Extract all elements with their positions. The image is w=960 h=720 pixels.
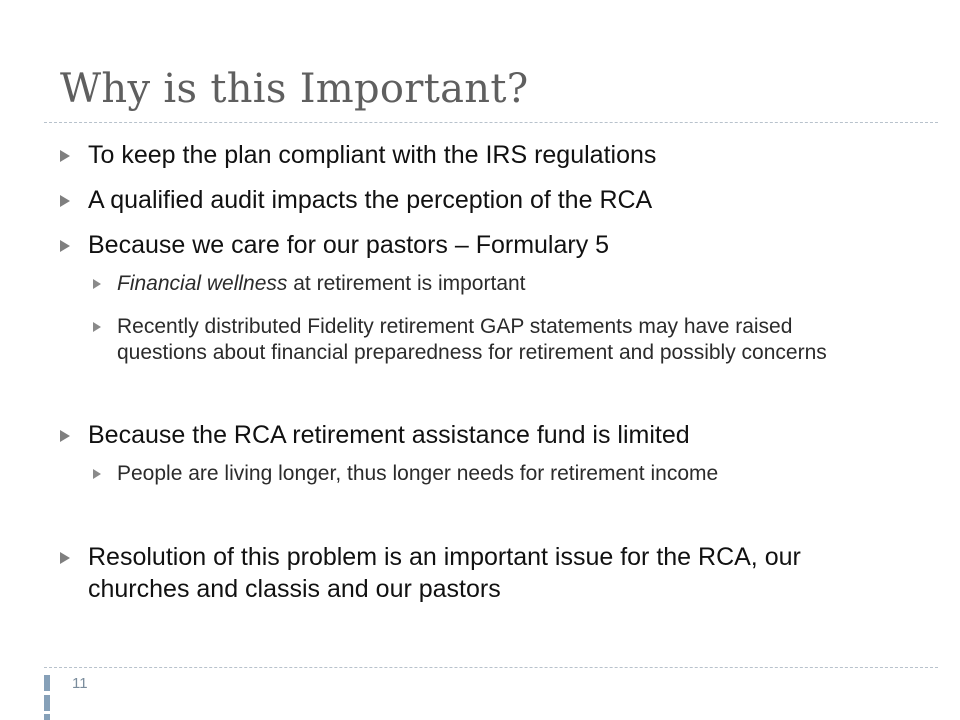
sub-bullet-text: Recently distributed Fidelity retirement GAP statements may have raised questions about financial preparedness for retirement and possibly concerns xyxy=(117,315,827,364)
sub-bullet-text: at retirement is important xyxy=(287,272,526,295)
bullet-item xyxy=(88,419,888,451)
bullet-item xyxy=(88,184,888,216)
triangle-bullet-icon xyxy=(93,469,101,479)
sub-bullet-item xyxy=(117,461,857,487)
title-divider xyxy=(44,122,938,123)
bullet-text: A qualified audit impacts the perception of the RCA xyxy=(88,186,653,214)
footer-accent-bar xyxy=(44,714,50,720)
footer-divider xyxy=(44,667,938,668)
sub-bullet-text: People are living longer, thus longer needs for retirement income xyxy=(117,462,719,485)
bullet-item xyxy=(88,541,888,605)
bullet-item xyxy=(88,229,888,261)
sub-bullet-item xyxy=(117,271,857,297)
triangle-bullet-icon xyxy=(93,322,101,332)
bullet-text: Because we care for our pastors – Formulary 5 xyxy=(88,231,610,259)
footer-accent-bar xyxy=(44,675,50,691)
triangle-bullet-icon xyxy=(93,279,101,289)
footer-accent-bar xyxy=(44,695,50,711)
slide-title: Why is this Important? xyxy=(60,66,529,112)
bullet-text: To keep the plan compliant with the IRS regulations xyxy=(88,141,657,169)
triangle-bullet-icon xyxy=(60,430,70,442)
triangle-bullet-icon xyxy=(60,195,70,207)
bullet-text: Because the RCA retirement assistance fund is limited xyxy=(88,421,690,449)
triangle-bullet-icon xyxy=(60,150,70,162)
triangle-bullet-icon xyxy=(60,240,70,252)
sub-bullet-emphasis: Financial wellness xyxy=(117,272,288,295)
triangle-bullet-icon xyxy=(60,552,70,564)
bullet-item xyxy=(88,139,888,171)
bullet-text: Resolution of this problem is an important issue for the RCA, our churches and classis and our pastors xyxy=(88,543,801,603)
page-number: 11 xyxy=(72,675,88,692)
sub-bullet-item xyxy=(117,314,857,366)
